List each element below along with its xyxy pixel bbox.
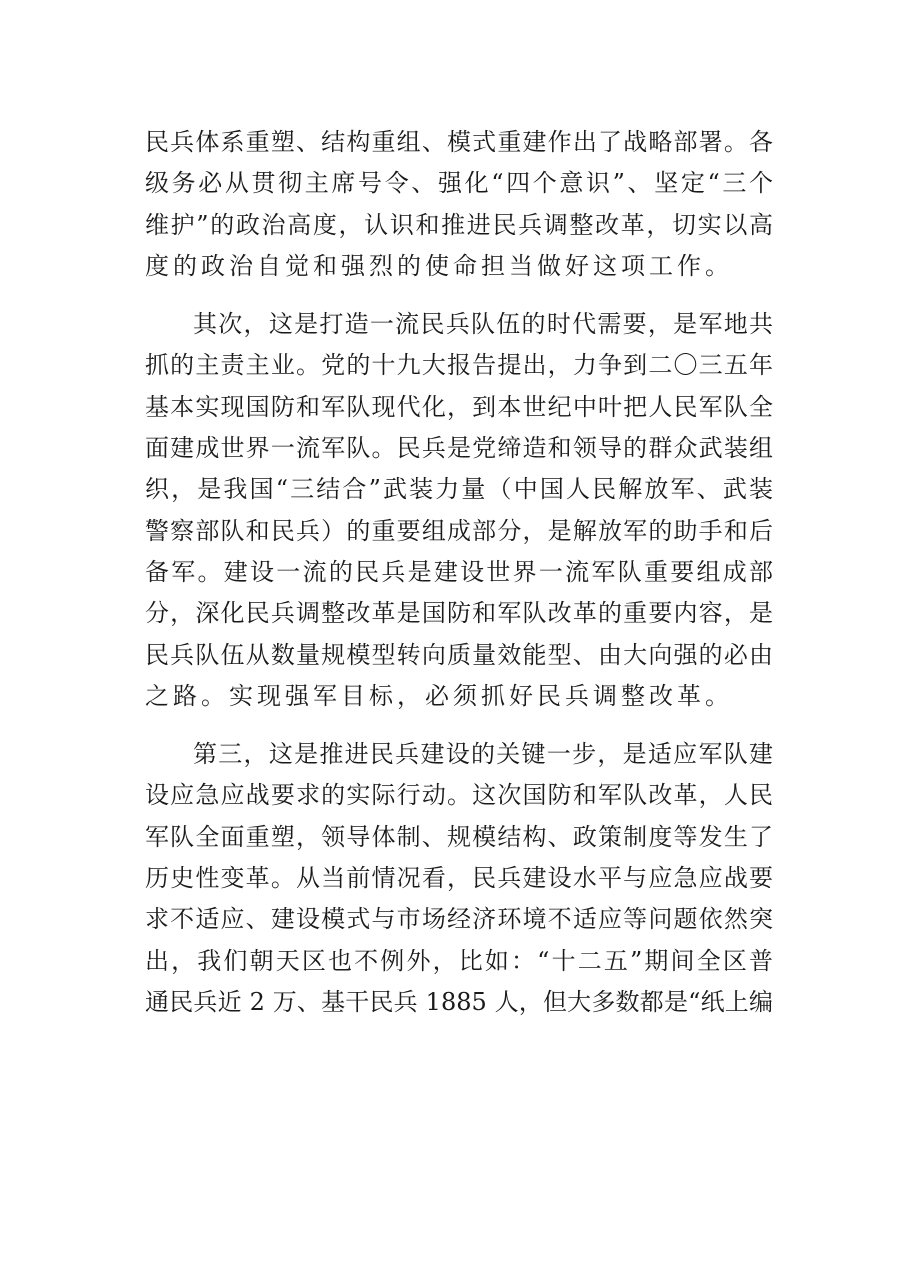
text-line: 级务必从贯彻主席号令、强化“四个意识”、坚定“三个 <box>145 169 773 198</box>
text-line: 民兵队伍从数量规模型转向质量效能型、由大向强的必由 <box>145 640 773 669</box>
text-line: 通民兵近 2 万、基干民兵 1885 人，但大多数都是“纸上编 <box>145 987 773 1016</box>
text-line: 度的政治自觉和强烈的使命担当做好这项工作。 <box>145 251 733 280</box>
text-line: 设应急应战要求的实际行动。这次国防和军队改革，人民 <box>145 781 773 810</box>
document-body <box>145 122 773 1023</box>
text-line: 维护”的政治高度，认识和推进民兵调整改革，切实以高 <box>145 210 773 239</box>
text-line: 之路。实现强军目标，必须抓好民兵调整改革。 <box>145 681 733 710</box>
text-line: 织，是我国“三结合”武装力量（中国人民解放军、武装 <box>145 475 773 504</box>
text-line: 警察部队和民兵）的重要组成部分，是解放军的助手和后 <box>145 516 773 545</box>
text-line: 其次，这是打造一流民兵队伍的时代需要，是军地共 <box>193 310 773 339</box>
text-line: 历史性变革。从当前情况看，民兵建设水平与应急应战要 <box>145 864 773 893</box>
text-line: 求不适应、建设模式与市场经济环境不适应等问题依然突 <box>145 905 773 934</box>
text-line: 基本实现国防和军队现代化，到本世纪中叶把人民军队全 <box>145 392 773 421</box>
text-line: 面建成世界一流军队。民兵是党缔造和领导的群众武装组 <box>145 434 773 463</box>
text-line: 军队全面重塑，领导体制、规模结构、政策制度等发生了 <box>145 822 773 851</box>
text-line: 第三，这是推进民兵建设的关键一步，是适应军队建 <box>193 740 773 769</box>
text-line: 备军。建设一流的民兵是建设世界一流军队重要组成部 <box>145 557 773 586</box>
text-line: 分，深化民兵调整改革是国防和军队改革的重要内容，是 <box>145 599 773 628</box>
text-line: 出，我们朝天区也不例外，比如：“十二五”期间全区普 <box>145 946 773 975</box>
text-line: 抓的主责主业。党的十九大报告提出，力争到二〇三五年 <box>145 351 773 380</box>
text-line: 民兵体系重塑、结构重组、模式重建作出了战略部署。各 <box>145 128 773 156</box>
